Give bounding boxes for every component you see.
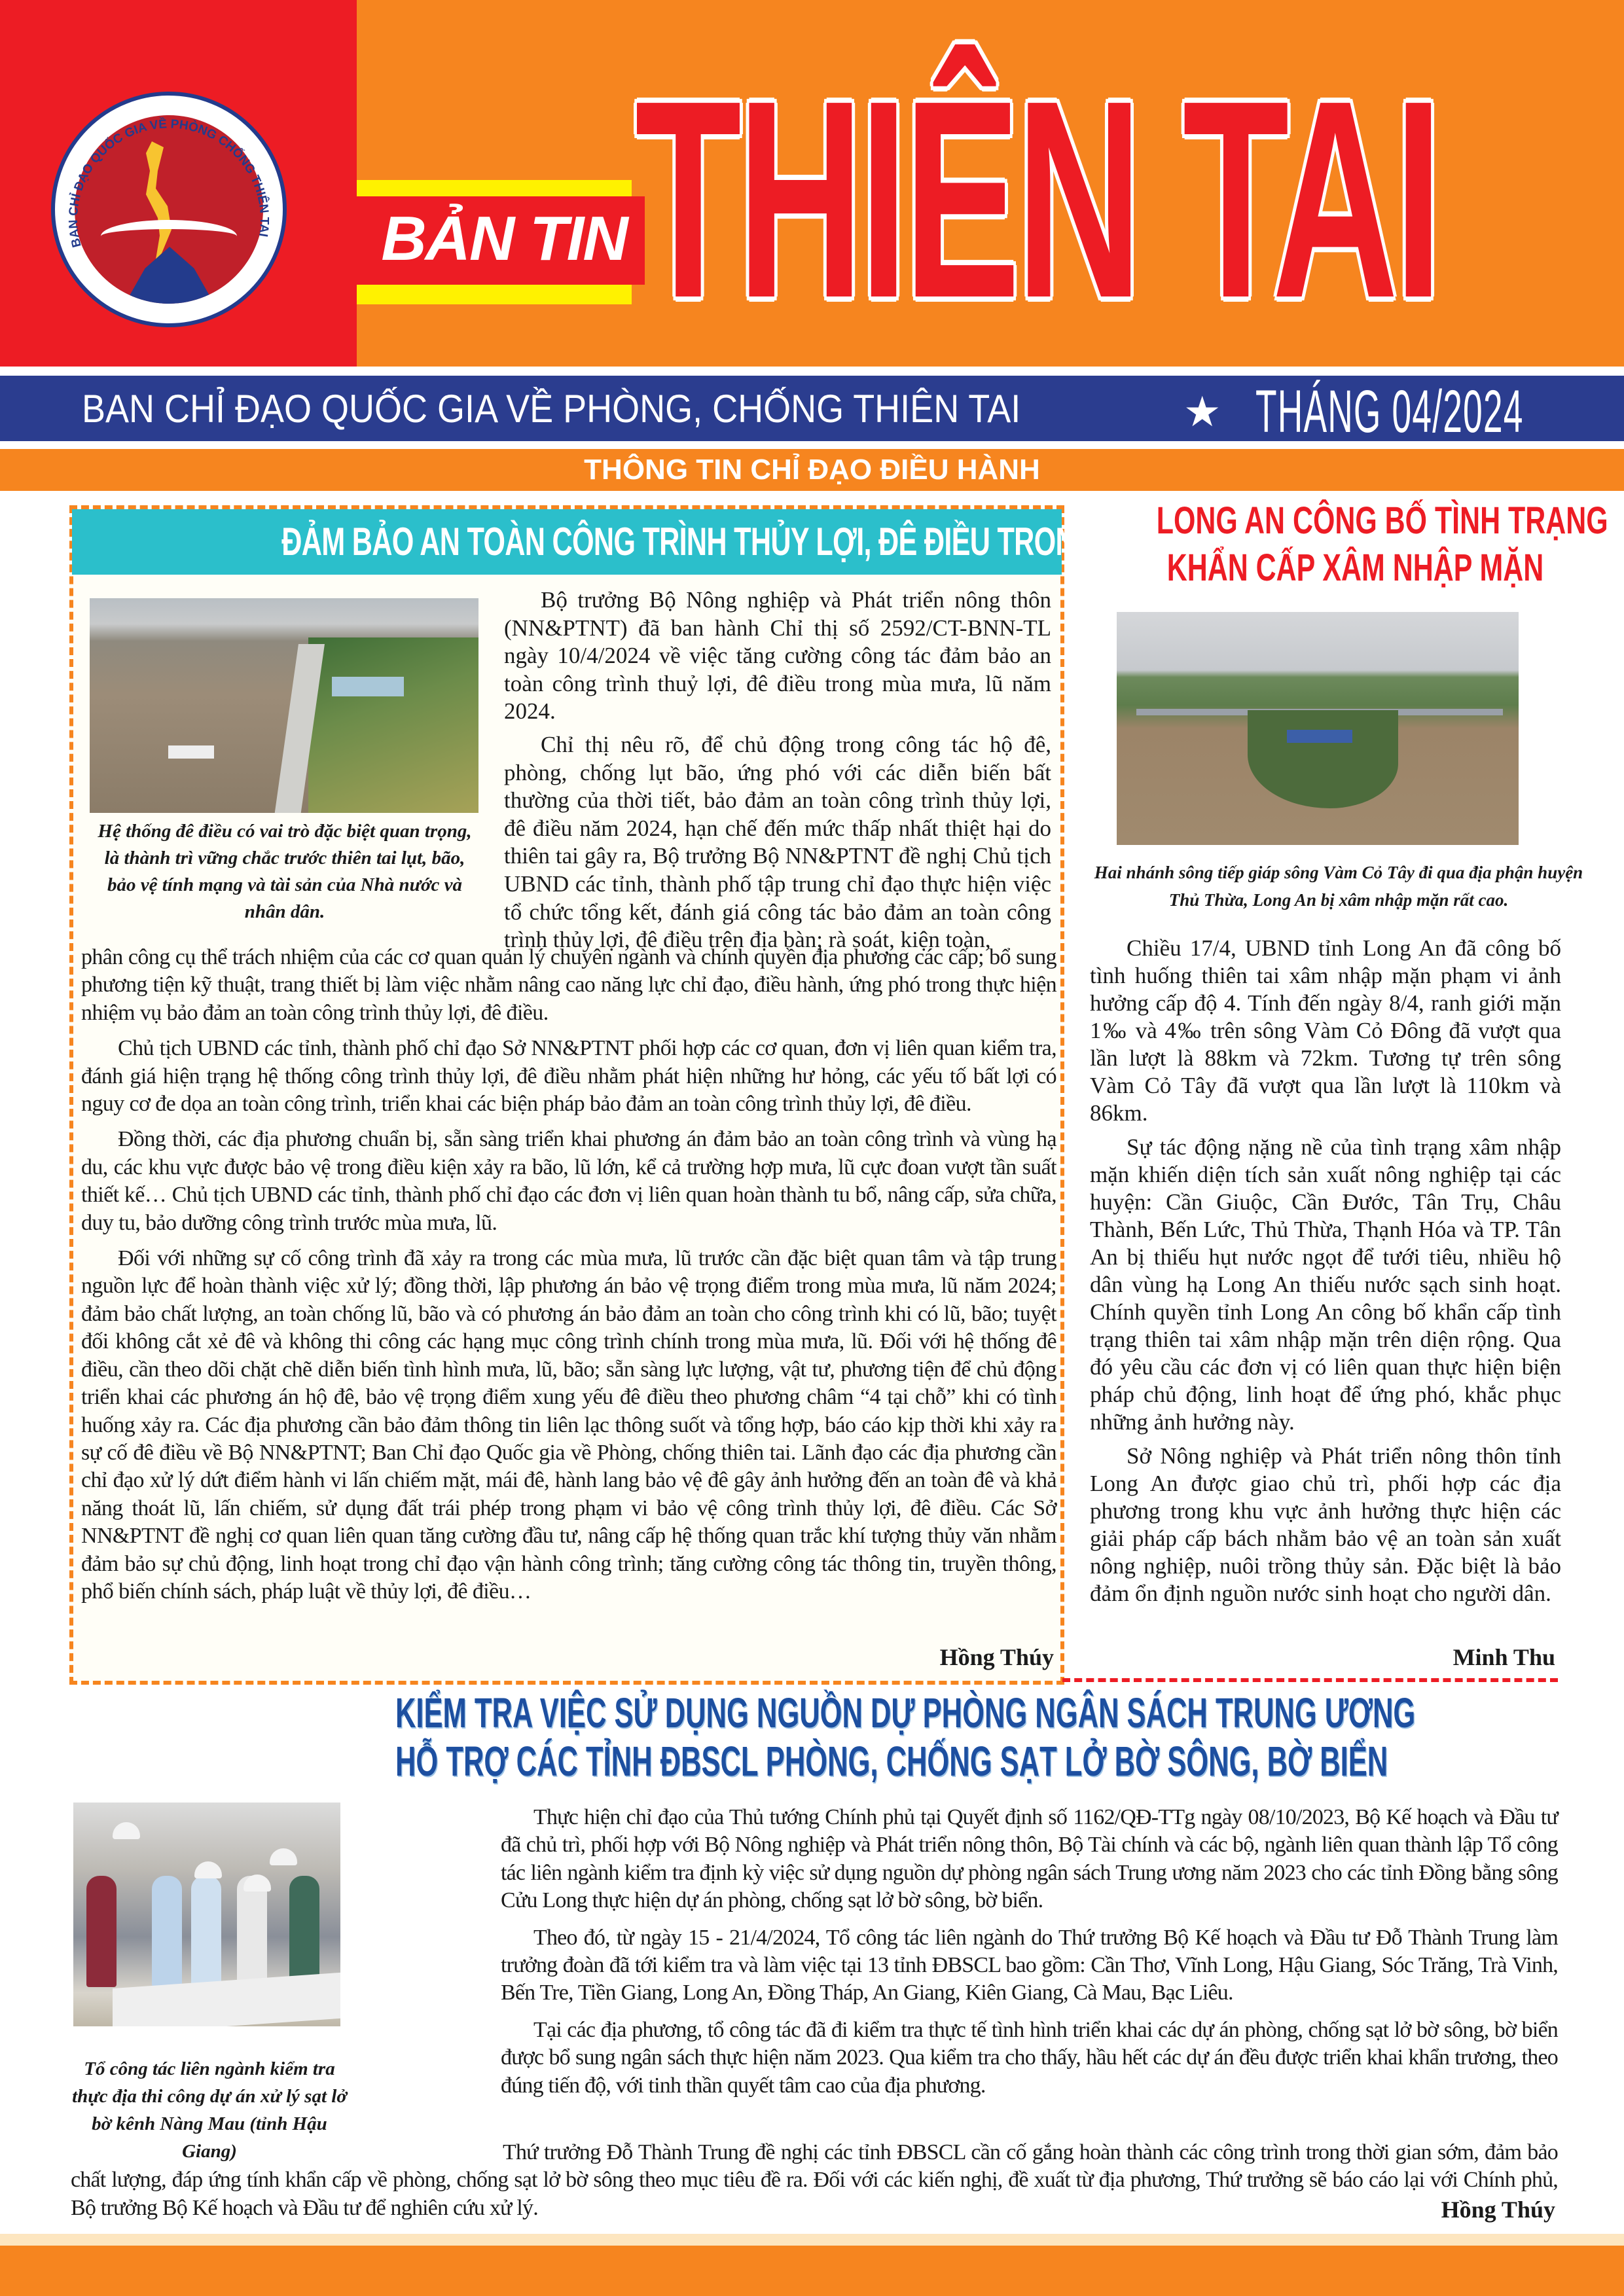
photo-person xyxy=(86,1876,117,1987)
footer-band-light xyxy=(0,2234,1624,2246)
article-3-photo-caption: Tổ công tác liên ngành kiểm tra thực địa thi công dự án xử lý sạt lở bờ kênh Nàng Mau (tỉnh Hậu Giang) xyxy=(72,2058,347,2162)
article-3-author: Hồng Thúy xyxy=(1441,2197,1555,2223)
paragraph: Chiều 17/4, UBND tỉnh Long An đã công bố tình huống thiên tai xâm nhập mặn phạm vi ảnh hưởng cấp độ 4. Tính đến ngày 8/4, ranh giới mặn 1‰ và 4‰ trên sông Vàm Cỏ Đông đã vượt qua lần lượt là 88km và 72km. Tương tự trên sông Vàm Cỏ Tây đã vượt qua lần lượt là 110km và 86km. xyxy=(1090,935,1561,1126)
photo-person xyxy=(152,1876,182,1987)
title-line: KHẨN CẤP XÂM NHẬP MẶN xyxy=(1166,547,1544,589)
article-2-photo-caption: Hai nhánh sông tiếp giáp sông Vàm Cỏ Tây đi qua địa phận huyện Thủ Thừa, Long An bị xâm nhập mặn rất cao. xyxy=(1094,863,1583,910)
title-line: HỖ TRỢ CÁC TỈNH ĐBSCL PHÒNG, CHỐNG SẠT LỞ BỜ SÔNG, BỜ BIỂN xyxy=(395,1738,1388,1785)
photo-person xyxy=(191,1876,221,1987)
footer-band xyxy=(0,2246,1624,2296)
article-2-author: Minh Thu xyxy=(1453,1644,1555,1670)
paragraph: Sở Nông nghiệp và Phát triển nông thôn tỉnh Long An được giao chủ trì, phối hợp các địa phương trong khu vực ảnh hưởng thực hiện các giải pháp cấp bách nhằm bảo vệ an toàn sản xuất nông nghiệp, nuôi trồng thủy sản. Đặc biệt là bảo đảm ổn định nguồn nước sinh hoạt cho người dân. xyxy=(1090,1443,1561,1606)
title-line: KIỂM TRA VIỆC SỬ DỤNG NGUỒN DỰ PHÒNG NGÂN SÁCH TRUNG ƯƠNG xyxy=(395,1689,1416,1736)
committee-logo xyxy=(51,92,287,327)
masthead-title: THIÊN TAI xyxy=(635,43,1439,357)
dyke-aerial-photo xyxy=(90,598,478,813)
article-1-photo-caption: Hệ thống đê điều có vai trò đặc biệt quan trọng, là thành trì vững chắc trước thiên tai lụt, bão, bảo vệ tính mạng và tài sản của Nhà nước và nhân dân. xyxy=(98,821,472,922)
paragraph: Chủ tịch UBND các tỉnh, thành phố chỉ đạo Sở NN&PTNT phối hợp các cơ quan, đơn vị liên quan kiểm tra, đánh giá hiện trạng hệ thống công trình thủy lợi, đê điều nhằm phát hiện những hư hỏng, các yếu tố bất lợi có nguy cơ đe dọa an toàn công trình, triển khai các biện pháp bảo đảm an toàn công trình thủy lợi, đê điều. xyxy=(81,1036,1056,1117)
inspection-team-photo xyxy=(73,1803,340,2026)
article-3-body xyxy=(501,1804,1558,2109)
article-2-divider xyxy=(1062,1678,1558,1682)
photo-person xyxy=(237,1876,267,1987)
paragraph: Sự tác động nặng nề của tình trạng xâm nhập mặn khiến diện tích sản xuất nông nghiệp tại các huyện: Cần Giuộc, Cần Đước, Tân Trụ, Châu Thành, Bến Lức, Thủ Thừa, Thạnh Hóa và TP. Tân An bị thiếu hụt nước ngọt để tưới tiêu, nhiều hộ dân vùng hạ Long An thiếu nước sạch sinh hoạt. Chính quyền tỉnh Long An công bố khẩn cấp tình trạng thiên tai xâm nhập mặn trên diện rộng. Qua đó yêu cầu các đơn vị có liên quan thực hiện biện pháp chủ động, linh hoạt để ứng phó, khắc phục những ảnh hưởng này. xyxy=(1090,1134,1561,1435)
photo-blueprint xyxy=(113,1973,340,2026)
paragraph: Thứ trưởng Đỗ Thành Trung đề nghị các tỉnh ĐBSCL cần cố gắng hoàn thành các công trình trong thời gian sớm, đảm bảo chất lượng, đáp ứng tính khẩn cấp về phòng, chống sạt lở bờ sông theo mục tiêu đề ra. Đối với các kiến nghị, đề xuất từ địa phương, Thứ trưởng sẽ báo cáo lại với Chính phủ, Bộ trưởng Bộ Kế hoạch và Đầu tư để nghiên cứu xử lý. xyxy=(71,2140,1558,2220)
river-aerial-photo xyxy=(1117,612,1519,845)
article-1-body-main xyxy=(81,944,1056,1613)
article-2-body xyxy=(1090,935,1561,1614)
title-line: LONG AN CÔNG BỐ TÌNH TRẠNG xyxy=(1156,499,1608,542)
hard-hat-icon xyxy=(270,1848,297,1865)
paragraph: Theo đó, từ ngày 15 - 21/4/2024, Tổ công tác liên ngành do Thứ trưởng Bộ Kế hoạch và Đầu tư Đỗ Thành Trung làm trưởng đoàn đã tới kiểm tra và làm việc tại 13 tỉnh ĐBSCL bao gồm: Cần Thơ, Vĩnh Long, Hậu Giang, Sóc Trăng, Trà Vinh, Bến Tre, Tiền Giang, Long An, Đồng Tháp, An Giang, Kiên Giang, Cà Mau, Bạc Liêu. xyxy=(501,1925,1558,2005)
photo-farmland xyxy=(308,637,478,813)
paragraph: Chỉ thị nêu rõ, để chủ động trong công tác hộ đê, phòng, chống lụt bão, ứng phó với các diễn biến bất thường của thời tiết, bảo đảm an toàn công trình thủy lợi, đê điều năm 2024, hạn chế đến mức thấp nhất thiệt hại do thiên tai gây ra, Bộ trưởng Bộ NN&PTNT đề nghị Chủ tịch UBND các tỉnh, thành phố tập trung chỉ đạo thực hiện việc tổ chức tổng kết, đánh giá công tác bảo đảm an toàn công trình thủy lợi, đê điều trên địa bàn; rà soát, kiện toàn, xyxy=(504,731,1051,953)
photo-roofs xyxy=(1287,730,1352,743)
paragraph: phân công cụ thể trách nhiệm của các cơ quan quản lý chuyên ngành và chính quyền địa phương các cấp; bổ sung phương tiện kỹ thuật, trang thiết bị làm việc nhằm nâng cao năng lực chỉ đạo, điều hành, ứng phó trong thực hiện nhiệm vụ bảo đảm an toàn công trình thủy lợi, đê điều. xyxy=(81,945,1056,1025)
logo-ring-text xyxy=(55,96,283,323)
hard-hat-icon xyxy=(194,1861,222,1878)
article-1-title: ĐẢM BẢO AN TOÀN CÔNG TRÌNH THỦY LỢI, ĐÊ ĐIỀU TRONG MÙA MƯA, LŨ 2024 xyxy=(281,520,1360,564)
paragraph: Tại các địa phương, tổ công tác đã đi kiểm tra thực tế tình hình triển khai các dự án phòng, chống sạt lở bờ sông, bờ biển được bổ sung ngân sách thực hiện năm 2023. Qua kiểm tra cho thấy, hầu hết các dự án đều được triển khai khẩn trương, theo đúng tiến độ, với tinh thần quyết tâm cao của địa phương. xyxy=(501,2017,1558,2098)
svg-text:BAN CHỈ ĐẠO QUỐC GIA VỀ PHÒNG: BAN CHỈ ĐẠO QUỐC GIA VỀ PHÒNG CHỐNG THIÊN TAI xyxy=(66,117,272,249)
section-label: THÔNG TIN CHỈ ĐẠO ĐIỀU HÀNH xyxy=(584,454,1040,486)
paragraph: Bộ trưởng Bộ Nông nghiệp và Phát triển nông thôn (NN&PTNT) đã ban hành Chỉ thị số 2592/CT-BNN-TL ngày 10/4/2024 về việc tăng cường công tác đảm bảo an toàn công trình thuỷ lợi, đê điều trong mùa mưa, lũ năm 2024. xyxy=(504,587,1051,725)
hard-hat-icon xyxy=(113,1822,140,1839)
star-icon: ★ xyxy=(1183,389,1221,435)
article-2-title xyxy=(1087,497,1624,592)
paragraph: Đối với những sự cố công trình đã xảy ra trong các mùa mưa, lũ trước cần đặc biệt quan tâm và tập trung nguồn lực để hoàn thành việc xử lý; đồng thời, lập phương án bảo vệ trọng điểm trong mùa mưa, lũ năm 2024; đảm bảo chất lượng, an toàn chống lũ, bão và có phương án bảo đảm an toàn cho công trình khi có lũ, bão; tuyệt đối không cắt xẻ đê và không thi công các hạng mục công trình chính trong mùa mưa, lũ. Đối với hệ thống đê điều, cần theo dõi chặt chẽ diễn biến tình hình mưa, lũ, bão; sẵn sàng lực lượng, vật tư, phương tiện để chủ động triển khai các phương án hộ đê, bảo vệ trọng điểm xung yếu đê điều theo phương châm “4 tại chỗ” khi có tình huống xảy ra. Các địa phương cần bảo đảm thông tin liên lạc thông suốt và tổng hợp, báo cáo kịp thời khi xảy ra sự cố đê điều về Bộ NN&PTNT; Ban Chỉ đạo Quốc gia về Phòng, chống thiên tai. Lãnh đạo các địa phương cần chỉ đạo xử lý dứt điểm hành vi lấn chiếm mặt, mái đê, hành lang bảo vệ đê gây ảnh hưởng đến an toàn đê và khả năng thoát lũ, lấn chiếm, sử dụng đất trái phép trong phạm vi bảo vệ công trình thủy lợi, đê điều. Các Sở NN&PTNT đề nghị cơ quan liên quan tăng cường đầu tư, nâng cấp hệ thống quan trắc khí tượng thủy văn nhằm đảm bảo sự chủ động, linh hoạt trong chỉ đạo vận hành công trình; tăng cường công tác thông tin, truyền thông, phổ biến chính sách, pháp luật về thủy lợi, đê điều… xyxy=(81,1246,1056,1604)
article-3-body-closing xyxy=(71,2139,1558,2227)
article-3-title xyxy=(196,1689,1440,1785)
masthead-kicker: BẢN TIN xyxy=(381,204,627,274)
article-1-author: Hồng Thúy xyxy=(939,1644,1054,1670)
paragraph: Thực hiện chỉ đạo của Thủ tướng Chính phủ tại Quyết định số 1162/QĐ-TTg ngày 08/10/2023, Bộ Kế hoạch và Đầu tư đã chủ trì, phối hợp với Bộ Nông nghiệp và Phát triển nông thôn, Bộ Tài chính và các bộ, ngành liên quan thành lập Tổ công tác liên ngành kiểm tra định kỳ việc sử dụng nguồn dự phòng ngân sách Trung ương năm 2023 cho các tỉnh Đồng bằng sông Cửu Long thực hiện dự án phòng, chống sạt lở bờ sông, bờ biển. xyxy=(501,1805,1558,1913)
article-1-body-top xyxy=(504,586,1051,960)
photo-ferry xyxy=(168,745,214,759)
paragraph: Đồng thời, các địa phương chuẩn bị, sẵn sàng triển khai phương án đảm bảo an toàn công trình và vùng hạ du, các khu vực được bảo vệ trong điều kiện xảy ra bão, lũ lớn, kể cả trường hợp mưa, lũ cực đoan vượt tần suất thiết kế… Chủ tịch UBND các tỉnh, thành phố chỉ đạo các đơn vị liên quan hoàn thành tu bổ, nâng cấp, sửa chữa, duy tu, bảo dưỡng công trình trước mùa mưa, lũ. xyxy=(81,1127,1056,1235)
photo-island xyxy=(1248,710,1398,808)
photo-person xyxy=(289,1876,319,1987)
organization-name: BAN CHỈ ĐẠO QUỐC GIA VỀ PHÒNG, CHỐNG THIÊN TAI xyxy=(82,387,1021,431)
photo-warehouse xyxy=(332,677,404,696)
issue-date: THÁNG 04/2024 xyxy=(1255,378,1524,445)
